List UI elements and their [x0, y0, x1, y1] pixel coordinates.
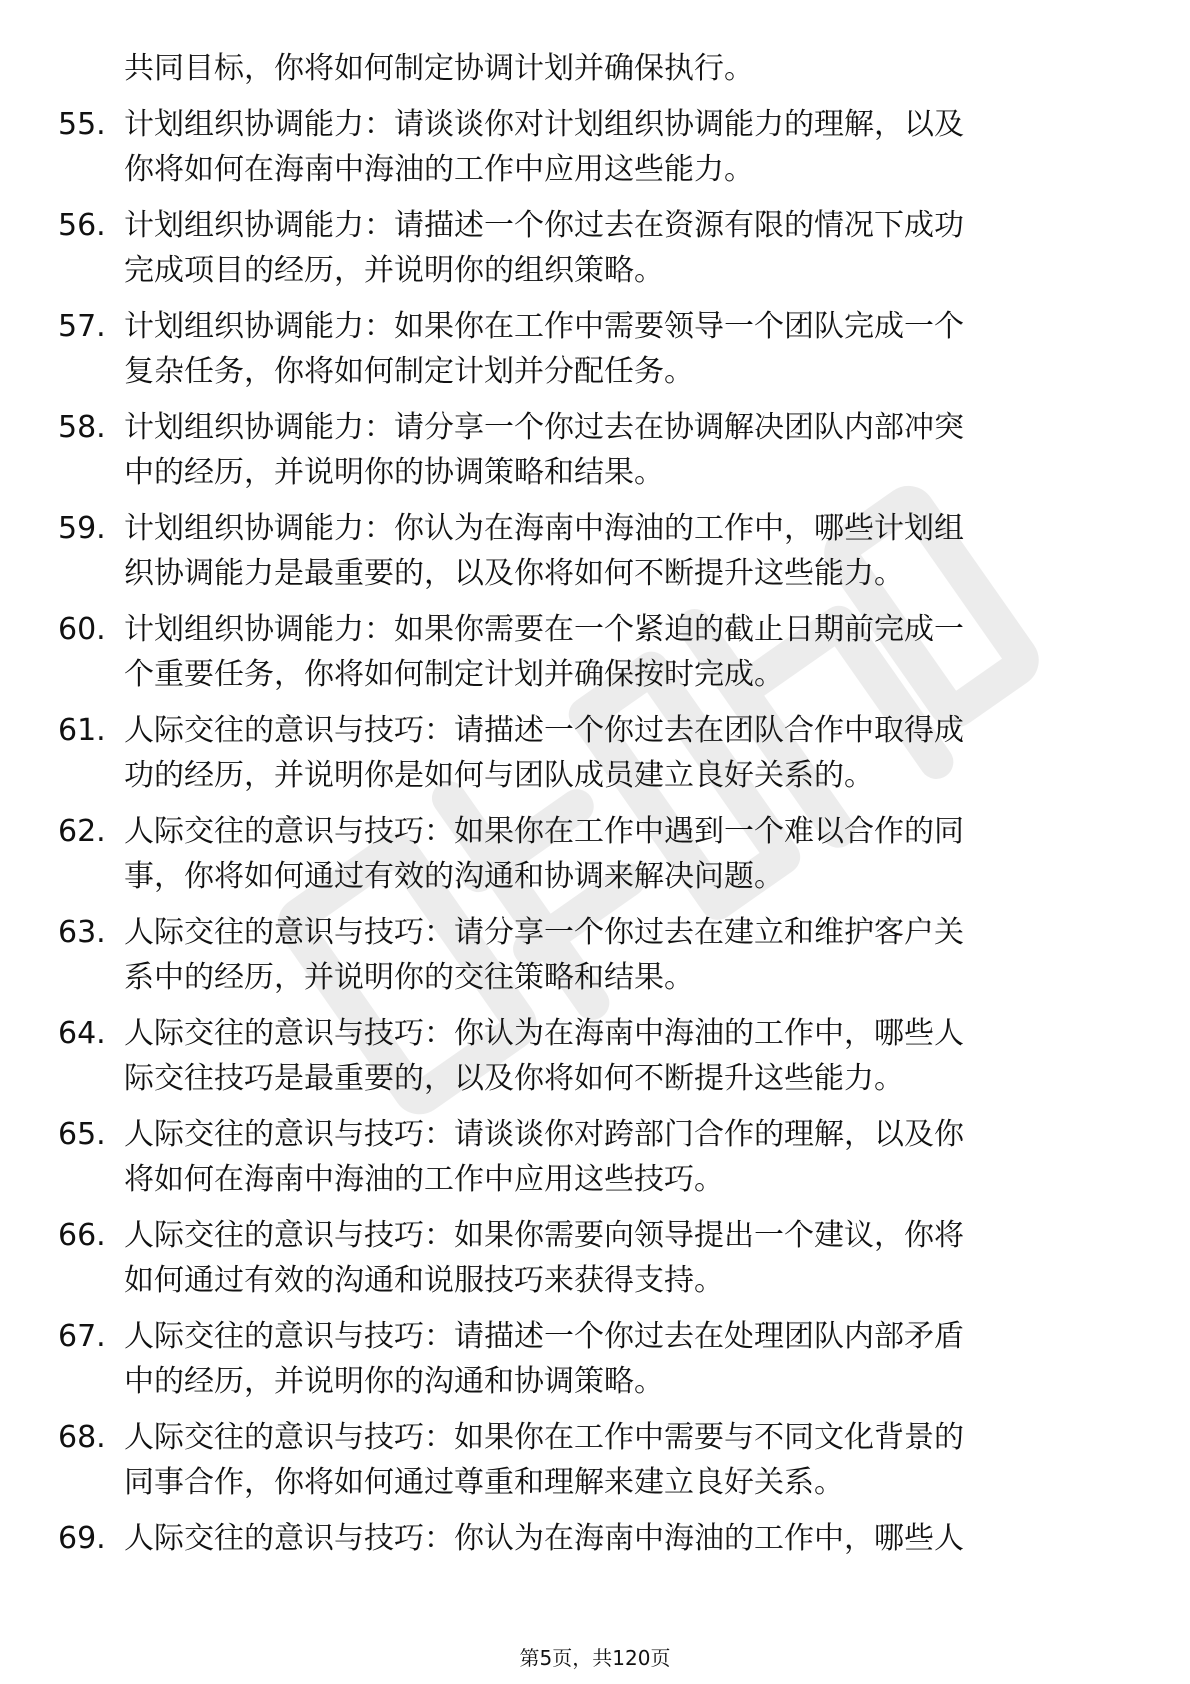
question-number: 62.: [58, 814, 106, 849]
question-text-line: 系中的经历，并说明你的交往策略和结果。: [124, 960, 694, 995]
question-text: [124, 1314, 1118, 1404]
question-item: [58, 809, 1118, 899]
question-text-line: 人际交往的意识与技巧：请分享一个你过去在建立和维护客户关: [124, 915, 964, 950]
question-item: [58, 1516, 1118, 1561]
question-text: [124, 1213, 1118, 1303]
question-text-line: 计划组织协调能力：请谈谈你对计划组织协调能力的理解，以及: [124, 107, 964, 142]
question-text-line: 人际交往的意识与技巧：你认为在海南中海油的工作中，哪些人: [124, 1521, 964, 1556]
question-text-line: 计划组织协调能力：如果你在工作中需要领导一个团队完成一个: [124, 309, 964, 344]
question-list: [58, 102, 1118, 1561]
question-number: 61.: [58, 713, 106, 748]
question-item: [58, 910, 1118, 1000]
question-text-line: 人际交往的意识与技巧：请描述一个你过去在团队合作中取得成: [124, 713, 964, 748]
question-item: [58, 1011, 1118, 1101]
question-text-line: 人际交往的意识与技巧：如果你需要向领导提出一个建议，你将: [124, 1218, 964, 1253]
question-number: 65.: [58, 1117, 106, 1152]
question-number: 66.: [58, 1218, 106, 1253]
question-text: [124, 405, 1118, 495]
question-number: 67.: [58, 1319, 106, 1354]
question-text: [124, 607, 1118, 697]
question-item: [58, 102, 1118, 192]
question-number: 56.: [58, 208, 106, 243]
question-text-line: 计划组织协调能力：请描述一个你过去在资源有限的情况下成功: [124, 208, 964, 243]
page-number: 第5页，共120页: [519, 1646, 671, 1670]
question-text: [124, 910, 1118, 1000]
question-number: 68.: [58, 1420, 106, 1455]
question-text-line: 个重要任务，你将如何制定计划并确保按时完成。: [124, 657, 784, 692]
question-text-line: 如何通过有效的沟通和说服技巧来获得支持。: [124, 1263, 724, 1298]
question-text: [124, 203, 1118, 293]
question-text-line: 完成项目的经历，并说明你的组织策略。: [124, 253, 664, 288]
question-text-line: 计划组织协调能力：请分享一个你过去在协调解决团队内部冲突: [124, 410, 964, 445]
question-text: [124, 1516, 1118, 1561]
continued-text: 共同目标，你将如何制定协调计划并确保执行。: [124, 51, 754, 86]
question-number: 59.: [58, 511, 106, 546]
question-text: [124, 1415, 1118, 1505]
question-number: 58.: [58, 410, 106, 445]
question-number: 64.: [58, 1016, 106, 1051]
question-text: [124, 1011, 1118, 1101]
question-item: [58, 607, 1118, 697]
question-text: [124, 304, 1118, 394]
question-number: 63.: [58, 915, 106, 950]
question-number: 69.: [58, 1521, 106, 1556]
question-item: [58, 1112, 1118, 1202]
question-text-line: 织协调能力是最重要的，以及你将如何不断提升这些能力。: [124, 556, 904, 591]
question-item: [58, 708, 1118, 798]
question-text-line: 中的经历，并说明你的沟通和协调策略。: [124, 1364, 664, 1399]
question-item: [58, 1314, 1118, 1404]
document-body: [58, 46, 1118, 1572]
question-item: [58, 203, 1118, 293]
question-text-line: 你将如何在海南中海油的工作中应用这些能力。: [124, 152, 754, 187]
question-text: [124, 102, 1118, 192]
question-text: [124, 506, 1118, 596]
question-text-line: 计划组织协调能力：你认为在海南中海油的工作中，哪些计划组: [124, 511, 964, 546]
question-text-line: 人际交往的意识与技巧：如果你在工作中遇到一个难以合作的同: [124, 814, 964, 849]
question-number: 55.: [58, 107, 106, 142]
question-text-line: 复杂任务，你将如何制定计划并分配任务。: [124, 354, 694, 389]
question-text-line: 际交往技巧是最重要的，以及你将如何不断提升这些能力。: [124, 1061, 904, 1096]
question-text-line: 中的经历，并说明你的协调策略和结果。: [124, 455, 664, 490]
question-text: [124, 708, 1118, 798]
question-item: [58, 405, 1118, 495]
question-text: [124, 1112, 1118, 1202]
question-text-line: 功的经历，并说明你是如何与团队成员建立良好关系的。: [124, 758, 874, 793]
question-item: [58, 1415, 1118, 1505]
question-item: [58, 304, 1118, 394]
question-text-line: 人际交往的意识与技巧：请描述一个你过去在处理团队内部矛盾: [124, 1319, 964, 1354]
question-text-line: 将如何在海南中海油的工作中应用这些技巧。: [124, 1162, 724, 1197]
question-text-line: 事，你将如何通过有效的沟通和协调来解决问题。: [124, 859, 784, 894]
question-text: [124, 809, 1118, 899]
question-text-line: 人际交往的意识与技巧：如果你在工作中需要与不同文化背景的: [124, 1420, 964, 1455]
question-text-line: 人际交往的意识与技巧：你认为在海南中海油的工作中，哪些人: [124, 1016, 964, 1051]
question-text-line: 人际交往的意识与技巧：请谈谈你对跨部门合作的理解，以及你: [124, 1117, 964, 1152]
question-item: [58, 506, 1118, 596]
question-number: 57.: [58, 309, 106, 344]
question-item: [58, 1213, 1118, 1303]
question-number: 60.: [58, 612, 106, 647]
question-text-line: 同事合作，你将如何通过尊重和理解来建立良好关系。: [124, 1465, 844, 1500]
question-text-line: 计划组织协调能力：如果你需要在一个紧迫的截止日期前完成一: [124, 612, 964, 647]
